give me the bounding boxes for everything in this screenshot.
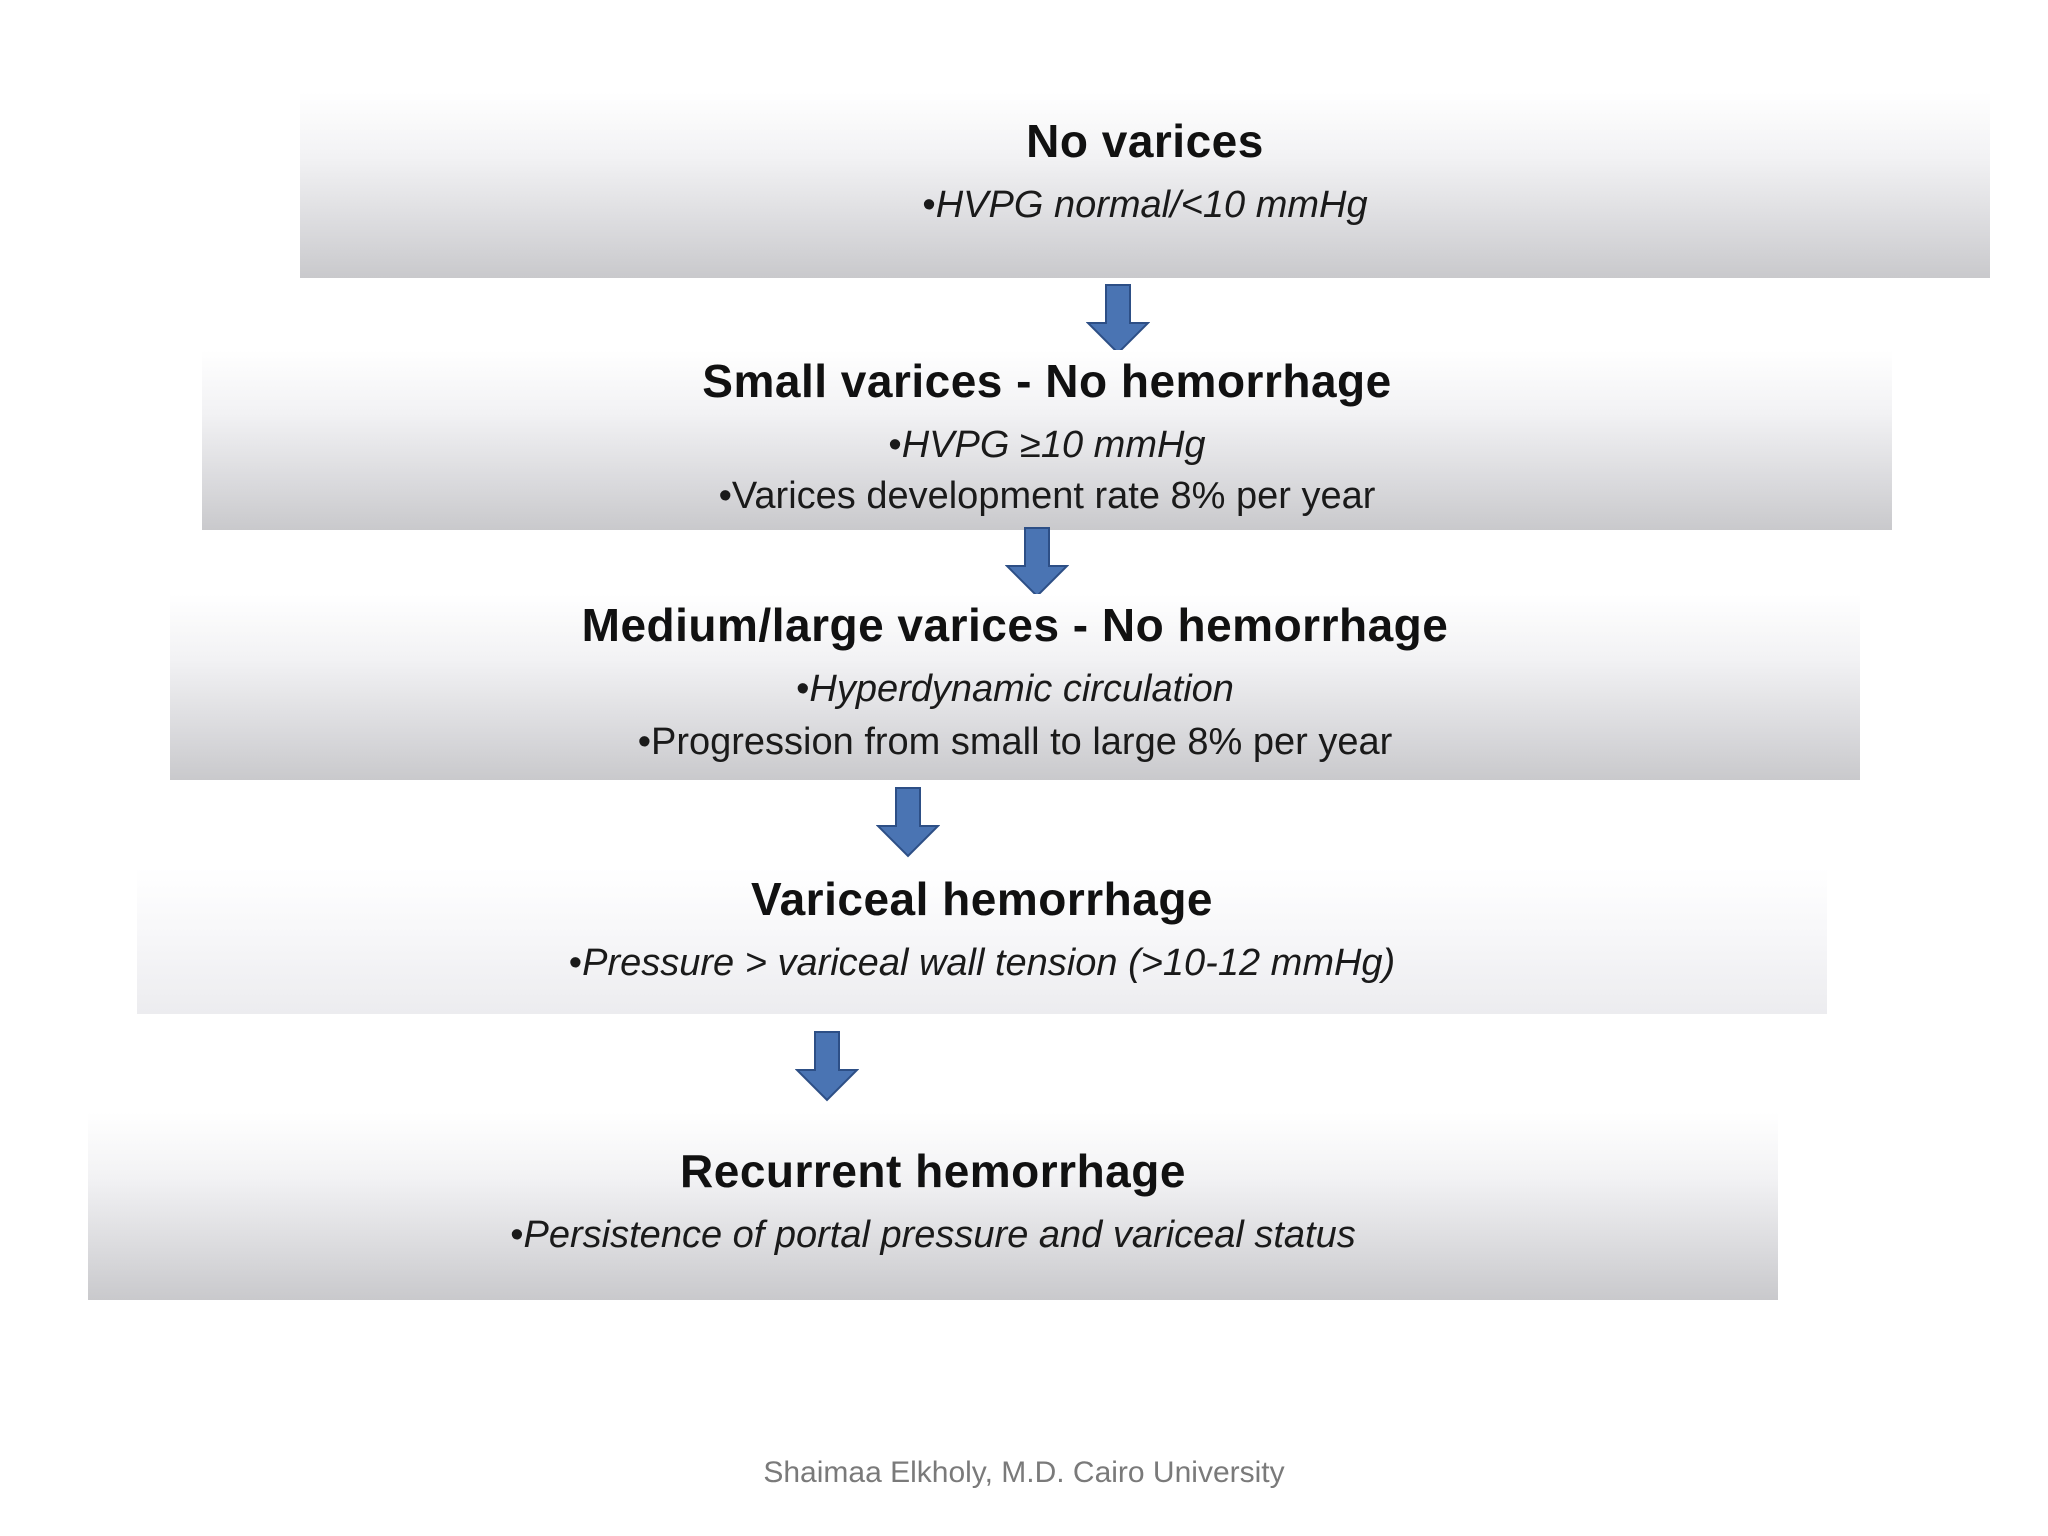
- author-credit: Shaimaa Elkholy, M.D. Cairo University: [763, 1456, 1285, 1489]
- stage-box-no-varices: [300, 92, 1990, 278]
- stage-detail: • Hyperdynamic circulation: [170, 668, 1860, 711]
- stage-title: Variceal hemorrhage: [750, 873, 1214, 925]
- down-arrow-icon: [1005, 526, 1069, 598]
- down-arrow-icon: [795, 1030, 859, 1102]
- down-arrow-icon: [1086, 283, 1150, 355]
- stage-detail: • Varices development rate 8% per year: [202, 475, 1892, 518]
- stage-detail: • HVPG ≥10 mmHg: [202, 424, 1892, 467]
- stage-title: Medium/large varices - No hemorrhage: [581, 599, 1449, 651]
- stage-detail: • HVPG normal/<10 mmHg: [300, 184, 1990, 227]
- stage-box-variceal-hemorrhage: [137, 868, 1827, 1014]
- down-arrow-icon: [876, 786, 940, 858]
- stage-title: No varices: [1026, 115, 1264, 167]
- stage-box-recurrent-hemorrhage: [88, 1112, 1778, 1300]
- stage-detail: • Persistence of portal pressure and variceal status: [88, 1214, 1778, 1257]
- stage-box-medium-large-varices: [170, 594, 1860, 780]
- stage-title: Small varices - No hemorrhage: [702, 355, 1392, 407]
- stage-box-small-varices: [202, 350, 1892, 530]
- stage-detail: • Progression from small to large 8% per year: [170, 721, 1860, 764]
- stage-title: Recurrent hemorrhage: [680, 1145, 1186, 1197]
- stage-detail: • Pressure > variceal wall tension (>10-12 mmHg): [137, 942, 1827, 985]
